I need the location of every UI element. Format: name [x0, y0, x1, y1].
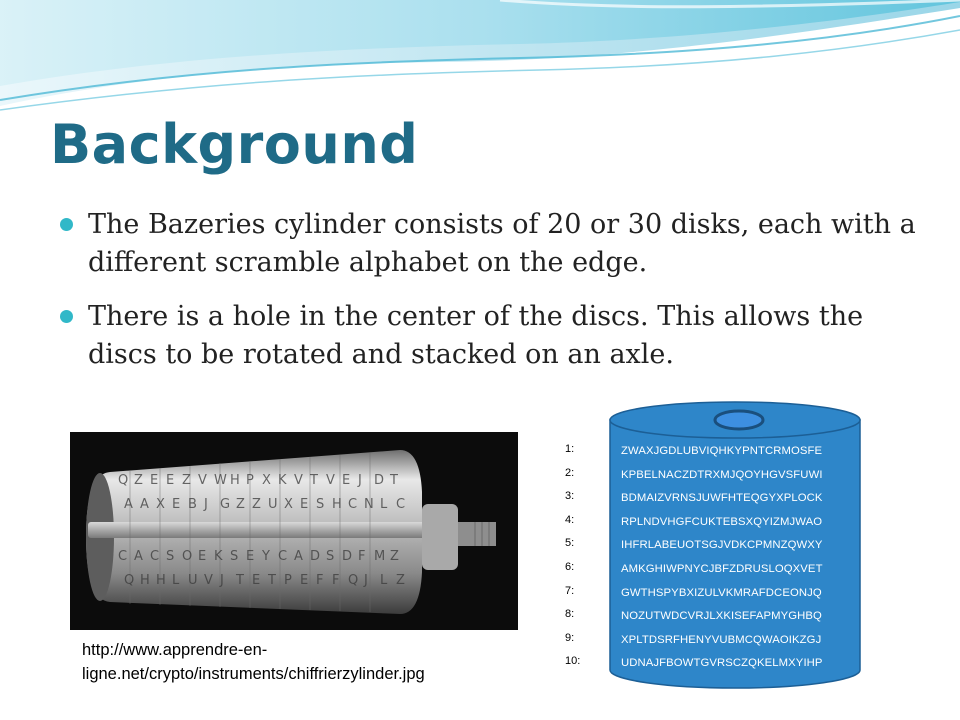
engraved-letter: L	[380, 573, 388, 588]
engraved-letter: H	[156, 573, 166, 588]
engraved-letter: O	[182, 549, 193, 564]
row-label: 5:	[565, 537, 575, 550]
engraved-letter: E	[166, 473, 175, 488]
engraved-letter: H	[332, 497, 342, 512]
row-label: 6:	[565, 560, 575, 573]
engraved-letter: S	[316, 497, 325, 512]
engraved-letter: C	[278, 549, 288, 564]
engraved-letter: L	[172, 573, 180, 588]
engraved-letter: Q	[118, 473, 129, 488]
alphabet-row: BDMAIZVRNSJUWFHTEQGYXPLOCK	[621, 492, 823, 505]
alphabet-row: NOZUTWDCVRJLXKISEFAPMYGHBQ	[621, 610, 822, 623]
engraved-letter: J	[358, 473, 362, 488]
engraved-letter: U	[268, 497, 278, 512]
alphabet-row: GWTHSPYBXIZULVKMRAFDCEONJQ	[621, 586, 822, 599]
bullet-text: The Bazeries cylinder consists of 20 or 30 disks, each with a different scramble alphabet on the edge.	[88, 209, 916, 278]
bazeries-cylinder-photo	[70, 432, 518, 630]
engraved-letter: Q	[124, 573, 135, 588]
cylinder-row-labels	[565, 442, 595, 678]
engraved-letter: S	[166, 549, 175, 564]
bullet-item	[60, 298, 920, 374]
engraved-letter: K	[278, 473, 287, 488]
axle-hole-icon	[715, 411, 763, 429]
engraved-letter: D	[310, 549, 321, 564]
engraved-letter: Z	[252, 497, 261, 512]
row-label: 10:	[565, 655, 581, 668]
engraved-letter: S	[326, 549, 335, 564]
bullet-item	[60, 206, 920, 282]
engraved-letter: T	[390, 473, 398, 488]
header-wave-decoration	[0, 0, 960, 120]
engraved-letter: H	[230, 473, 240, 488]
cylinder-alphabet-rows	[621, 444, 861, 680]
alphabet-row: RPLNDVHGFCUKTEBSXQYIZMJWAO	[621, 515, 823, 528]
row-label: 9:	[565, 631, 575, 644]
engraved-letter: P	[284, 573, 292, 588]
alphabet-row: XPLTDSRFHENYVUBMCQWAOIKZGJ	[621, 633, 822, 646]
engraved-letter: Z	[182, 473, 191, 488]
engraved-letter: J	[364, 573, 368, 588]
row-label: 1:	[565, 443, 575, 455]
engraved-letter: T	[236, 573, 244, 588]
alphabet-row: ZWAXJGDLUBVIQHKYPNTCRMOSFE	[621, 445, 823, 457]
row-label: 8:	[565, 608, 575, 621]
bullet-text: There is a hole in the center of the discs. This allows the discs to be rotated and stacked on an axle.	[88, 301, 864, 370]
engraved-letter: V	[326, 473, 335, 488]
row-label: 2:	[565, 466, 575, 479]
engraved-letter: M	[374, 549, 386, 564]
engraved-letter: H	[140, 573, 150, 588]
engraved-letter: Z	[236, 497, 245, 512]
engraved-letter: A	[134, 549, 143, 564]
engraved-letter: A	[140, 497, 149, 512]
engraved-letter: V	[198, 473, 207, 488]
engraved-letter: D	[374, 473, 385, 488]
engraved-letter: Z	[134, 473, 143, 488]
engraved-letter: W	[214, 473, 227, 488]
engraved-letter: X	[262, 473, 271, 488]
engraved-letter: F	[332, 573, 340, 588]
engraved-letter: E	[252, 573, 261, 588]
engraved-letter: V	[204, 573, 213, 588]
engraved-letter: F	[316, 573, 324, 588]
slide-title: Background	[50, 113, 419, 176]
engraved-letter: N	[364, 497, 374, 512]
alphabet-row: KPBELNACZDTRXMJQOYHGVSFUWI	[621, 468, 823, 481]
bullet-list	[60, 206, 920, 390]
engraved-letter: X	[156, 497, 165, 512]
engraved-letter: C	[118, 549, 128, 564]
engraved-letter: U	[188, 573, 198, 588]
alphabet-row: UDNAJFBOWTGVRSCZQKELMXYIHP	[621, 657, 823, 670]
engraved-letter: V	[294, 473, 303, 488]
engraved-letter: P	[246, 473, 254, 488]
photo-caption-url: http://www.apprendre-en-ligne.net/crypto/instruments/chiffrierzylinder.jpg	[82, 641, 425, 683]
engraved-letter: C	[150, 549, 160, 564]
engraved-letter: C	[348, 497, 358, 512]
engraved-letter: A	[124, 497, 133, 512]
engraved-letter: A	[294, 549, 303, 564]
engraved-letter: T	[268, 573, 276, 588]
engraved-letter: Z	[396, 573, 405, 588]
engraved-letter: E	[300, 497, 309, 512]
engraved-letter: L	[380, 497, 388, 512]
engraved-letter: E	[172, 497, 181, 512]
engraved-letter: D	[342, 549, 353, 564]
engraved-letter: E	[198, 549, 207, 564]
row-label: 3:	[565, 490, 575, 503]
row-label: 4:	[565, 513, 575, 526]
engraved-letter: T	[310, 473, 318, 488]
bullet-dot-icon	[60, 310, 73, 323]
engraved-letter: K	[214, 549, 223, 564]
engraved-letter: C	[396, 497, 406, 512]
engraved-letter: G	[220, 497, 231, 512]
engraved-letter: B	[188, 497, 197, 512]
engraved-letter: Y	[262, 549, 270, 564]
engraved-letter: E	[300, 573, 309, 588]
engraved-letter: Z	[390, 549, 399, 564]
engraved-letter: X	[284, 497, 293, 512]
engraved-letter: F	[358, 549, 366, 564]
engraved-letter: J	[220, 573, 224, 588]
bullet-dot-icon	[60, 218, 73, 231]
engraved-letter: Q	[348, 573, 359, 588]
row-label: 7:	[565, 584, 575, 597]
engraved-letter: E	[150, 473, 159, 488]
alphabet-row: IHFRLABEUOTSGJVDKCPMNZQWXY	[621, 539, 823, 552]
engraved-letter: E	[246, 549, 255, 564]
engraved-letter: S	[230, 549, 239, 564]
engraved-letter: J	[204, 497, 208, 512]
cylinder-photo-drawing	[70, 432, 518, 630]
engraved-letter: E	[342, 473, 351, 488]
alphabet-row: AMKGHIWPNYCJBFZDRUSLOQXVET	[621, 562, 823, 575]
